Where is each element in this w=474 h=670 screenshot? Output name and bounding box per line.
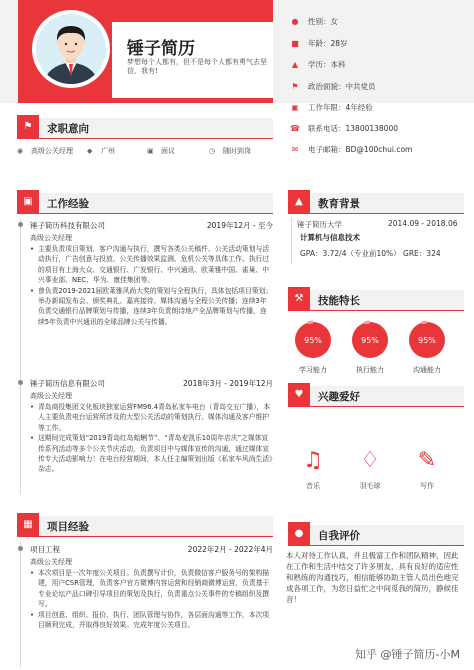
- job-bullets: [30, 402, 273, 475]
- skill-label: 沟通能力: [413, 366, 441, 374]
- experience-divider: [17, 213, 273, 214]
- experience-section-title: 工作经验: [47, 198, 89, 210]
- self-eval-text: 本人对待工作认真，并且极富工作和团队精神，因此在工作和生活中结交了许多朋友，具有良好的适应性和熟练的沟通技巧，相信能够协助主管人员出色地完成各项工作，为您日益忙之中间觅我的简历，静候佳音！: [286, 551, 459, 604]
- info-email: [290, 142, 412, 157]
- projects-section-header: [17, 516, 273, 536]
- list-item: • 这期间完成策划“2019青岛红岛蛤蜊节”、“青岛麦凯乐10周年店庆”之媒体宣传系列活动等多个公关节庆活动，负责项目中与媒体宣传的沟通，通过媒体宣传专大活动影响力！在电台经营期间，本人任主编策划出版《私家车风尚生活》杂志。: [30, 433, 273, 475]
- timeline-dot: [18, 222, 23, 227]
- person-icon: ●: [291, 16, 299, 26]
- list-item: • 青岛商投集团文化板块独家运营FM96.4青岛私家车电台（青岛交五广播），本人主要负责电台运营所涉及的大型公关活动的策划执行、媒体沟通及客户维护等工作。: [30, 402, 273, 433]
- projects-timeline: [20, 541, 21, 667]
- skill-value: 95%: [418, 336, 436, 345]
- flag-icon: ⚑: [291, 81, 299, 91]
- intent-city-text: 广州: [101, 147, 115, 155]
- intent-position-text: 高级公关经理: [31, 147, 73, 155]
- resume-motto: 梦想每个人都有，但不是每个人都有勇气去坚信，我有!: [127, 58, 267, 75]
- skills-section-header: [288, 290, 464, 310]
- graduation-cap-icon: ▲: [288, 190, 310, 214]
- job-date: 2018年3月 - 2019年12月: [183, 379, 273, 388]
- skill-ring: [350, 320, 390, 360]
- info-phone-text: 联系电话：13800138000: [308, 124, 398, 133]
- graduation-cap-icon: ▲: [291, 59, 299, 69]
- list-item: • 本次项目是一次年度公关项目。负责撰写计价，负责微信客户服务号的架构描建，用户CSR管理，负责客户官方微博内容运营和经销商微博运营，负责基于专业论坛产品口碑引导项目的策划及执行，负责重点公关事件的专稿组织及撰写。: [30, 568, 273, 610]
- skill-ring: [293, 320, 333, 360]
- hobbies-divider: [288, 406, 464, 407]
- project-role: 高级公关经理: [30, 558, 72, 566]
- info-email-text: 电子邮箱：BD@100chui.com: [308, 145, 413, 154]
- intent-salary-text: 面议: [161, 147, 175, 155]
- info-degree: [290, 57, 346, 72]
- hobby-label: 音乐: [306, 482, 320, 490]
- music-note-icon: ♫: [303, 448, 323, 473]
- job-role: 高级公关经理: [30, 392, 72, 400]
- project-bullets: [30, 568, 273, 630]
- timeline-dot: [18, 546, 23, 551]
- intent-section-title: 求职意向: [47, 123, 89, 135]
- info-gender-text: 性别：女: [308, 17, 338, 26]
- skill-value: 95%: [361, 336, 379, 345]
- resume-name: 锤子简历: [127, 39, 195, 59]
- hobbies-section-title: 兴趣爱好: [318, 391, 360, 403]
- skills-section-title: 技能特长: [318, 295, 360, 307]
- self-eval-section-header: [288, 525, 464, 545]
- project-icon: ▦: [17, 513, 39, 537]
- project-date: 2022年2月 - 2022年4月: [187, 545, 273, 554]
- list-item: • 曾负责2019-2021届欧莱雅风尚大奖的策划与全程执行，具体包括项目策划；举办新闻发布会、颁奖典礼、嘉宾接待、媒体沟通与全程公关传播；连续3年负责交通银行品牌策划与传播，连续3年负责朗诗地产全品牌策划与传播，连续5年负责中兴通讯的全球品牌公关与传播。: [30, 286, 273, 328]
- skill-ring: [407, 320, 447, 360]
- wallet-icon: ▣: [147, 147, 154, 155]
- email-icon: ✉: [291, 144, 299, 154]
- info-years-text: 工作年限：4年经验: [308, 103, 373, 112]
- projects-section-title: 项目经验: [47, 521, 89, 533]
- briefcase-icon: ▣: [17, 190, 39, 214]
- timeline-dot: [18, 380, 23, 385]
- experience-timeline: [20, 218, 21, 494]
- hobby-label: 羽毛球: [359, 482, 381, 490]
- heart-icon: ♥: [288, 383, 310, 407]
- job-bullets: [30, 244, 273, 327]
- info-politics: [290, 79, 376, 94]
- job-role: 高级公关经理: [30, 234, 72, 242]
- self-eval-section-title: 自我评价: [318, 530, 360, 542]
- shuttlecock-icon: ♢: [360, 448, 380, 473]
- intent-availability-text: 随时到岗: [223, 147, 251, 155]
- job-company: 锤子简历科技有限公司: [30, 221, 105, 230]
- skills-divider: [288, 310, 464, 311]
- tools-icon: ⚒: [288, 287, 310, 311]
- job-company: 锤子简历信息有限公司: [30, 379, 105, 388]
- education-section-title: 教育背景: [318, 198, 360, 210]
- info-years: [290, 100, 373, 115]
- education-timeline: [291, 218, 292, 264]
- intent-section-header: [17, 118, 273, 138]
- intent-city: [87, 146, 147, 156]
- experience-section-header: [17, 193, 273, 213]
- self-eval-divider: [288, 545, 464, 546]
- skill-label: 执行能力: [356, 366, 384, 374]
- intent-section-icon: ⚑: [17, 115, 39, 139]
- education-section-header: [288, 193, 464, 213]
- list-item: • 项目创意、组织、报价、执行、团队管理与协作，各层面沟通等工作，本次项目顺利完成，并取得良好效果。完成年度公关项目。: [30, 610, 273, 631]
- job-date: 2019年12月 - 至今: [206, 221, 273, 230]
- project-name: 项目工程: [30, 545, 60, 554]
- edu-date: 2014.09 - 2018.06: [388, 219, 458, 228]
- edu-major: 计算机与信息技术: [300, 233, 360, 242]
- pen-icon: ✎: [417, 448, 437, 473]
- intent-divider: [17, 138, 273, 139]
- info-phone: [290, 121, 398, 136]
- intent-availability: [209, 146, 251, 156]
- edu-score: GPA：3.72/4（专业前10%） GRE：324: [300, 249, 441, 258]
- briefcase-icon: ▣: [291, 102, 299, 112]
- intent-row: [17, 146, 273, 156]
- clock-icon: ◷: [209, 147, 216, 155]
- skill-label: 学习能力: [299, 366, 327, 374]
- calendar-icon: ■: [291, 38, 299, 48]
- info-age-text: 年龄：28岁: [308, 39, 348, 48]
- avatar: [36, 14, 106, 84]
- watermark: 知乎 @锤子简历-小M: [355, 648, 460, 661]
- projects-divider: [17, 536, 273, 537]
- skill-circle: [350, 320, 390, 360]
- profile-icon: ●: [288, 522, 310, 546]
- education-divider: [288, 213, 464, 214]
- skill-circle: [407, 320, 447, 360]
- list-item: • 主要负责项目策划、客户沟通与执行，撰写各类公关稿件、公关活动策划与活动执行，广告创意与投放、公关传播效果监测、危机公关等具体工作。执行过的项目有上海大众、交通银行、广发银行、中兴通讯、欧莱雅中国、雀巢、中兴事业部、NEC、华为、康佳集团等。: [30, 244, 273, 286]
- hobbies-section-header: [288, 386, 464, 406]
- location-icon: ◆: [87, 147, 93, 155]
- info-age: [290, 36, 348, 51]
- hobby-label: 写作: [420, 482, 434, 490]
- target-icon: ◉: [17, 147, 24, 155]
- phone-icon: ☎: [290, 123, 300, 133]
- info-degree-text: 学历：本科: [308, 60, 346, 69]
- intent-position: [17, 146, 87, 156]
- edu-school: 锤子简历大学: [297, 220, 342, 229]
- skill-value: 95%: [304, 336, 322, 345]
- intent-salary: [147, 146, 209, 156]
- info-gender: [290, 14, 338, 29]
- skill-circle: [293, 320, 333, 360]
- info-politics-text: 政治面貌：中共党员: [308, 82, 376, 91]
